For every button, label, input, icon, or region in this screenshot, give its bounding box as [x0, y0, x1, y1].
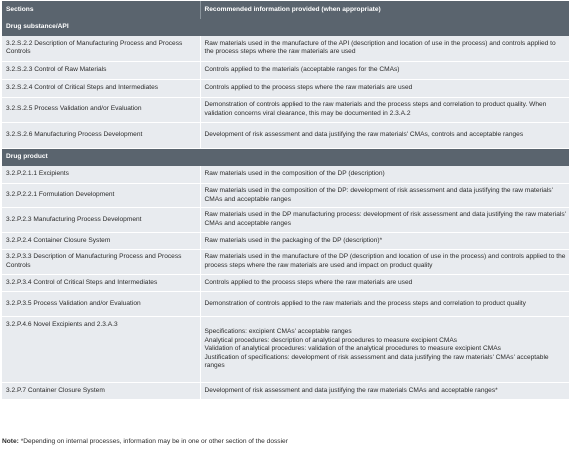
- section-cell: 3.2.P.3.4 Control of Critical Steps and Intermediates: [2, 275, 200, 292]
- info-cell: Development of risk assessment and data justifying the raw materials' CMAs, controls and acceptable ranges: [200, 122, 569, 148]
- table-row: [2, 166, 569, 184]
- table-row: [2, 383, 569, 400]
- section-cell: 3.2.S.2.5 Process Validation and/or Evaluation: [2, 97, 200, 122]
- table-row: [2, 122, 569, 148]
- section-cell: 3.2.P.4.6 Novel Excipients and 2.3.A.3: [2, 317, 200, 383]
- section-cell: 3.2.S.2.2 Description of Manufacturing Process and Process Controls: [2, 36, 200, 61]
- note-text: *Depending on internal processes, information may be in one or other section of the dossier: [20, 438, 288, 445]
- header-sections: Sections: [2, 1, 200, 19]
- table-note: [2, 437, 288, 446]
- info-line: Validation of analytical procedures: validation of the analytical procedures to measure excipient CMAs: [204, 345, 501, 353]
- section-header-drug-product: [2, 148, 569, 166]
- section-cell: 3.2.P.2.4 Container Closure System: [2, 233, 200, 250]
- section-cell: 3.2.P.3.3 Description of Manufacturing Process and Process Controls: [2, 250, 200, 275]
- table-row: [2, 97, 569, 122]
- section-cell: 3.2.P.2.1.1 Excipients: [2, 166, 200, 184]
- info-cell: Raw materials used in the packaging of the DP (description)*: [200, 233, 569, 250]
- info-cell: Raw materials used in the DP manufacturing process: development of risk assessment and data justifying the raw materials' CMAs and acceptable ranges: [200, 208, 569, 233]
- info-cell: Controls applied to the materials (acceptable ranges for the CMAs): [200, 61, 569, 79]
- section-header-drug-substance: [2, 19, 569, 36]
- sections-table: [2, 1, 569, 400]
- table-header-row: [2, 1, 569, 19]
- info-cell: [200, 317, 569, 383]
- info-line: Analytical procedures: description of analytical procedures to measure excipient CMAs: [204, 336, 458, 344]
- info-cell: Raw materials used in the manufacture of the API (description and location of use in the process) and controls applied to the process steps where the raw materials are used: [200, 36, 569, 61]
- table-row: [2, 61, 569, 79]
- section-cell: 3.2.S.2.4 Control of Critical Steps and Intermediates: [2, 79, 200, 97]
- section-cell: 3.2.P.7 Container Closure System: [2, 383, 200, 400]
- section-cell: 3.2.P.2.3 Manufacturing Process Development: [2, 208, 200, 233]
- info-cell: Raw materials used in the composition of the DP: development of risk assessment and data justifying the raw materials' CMAs and acceptable ranges: [200, 184, 569, 208]
- info-cell: Raw materials used in the composition of the DP (description): [200, 166, 569, 184]
- table-row: [2, 79, 569, 97]
- info-cell: Controls applied to the process steps where the raw materials are used: [200, 275, 569, 292]
- table-row: [2, 275, 569, 292]
- info-line: Specifications: excipient CMAs' acceptable ranges: [204, 328, 352, 336]
- info-cell: Controls applied to the process steps where the raw materials are used: [200, 79, 569, 97]
- section-cell: 3.2.P.2.2.1 Formulation Development: [2, 184, 200, 208]
- info-cell: Demonstration of controls applied to the raw materials and the process steps and correlation to product quality. When validation concerns viral clearance, this may be documented in 2.3.A.2: [200, 97, 569, 122]
- note-label: Note:: [2, 438, 19, 445]
- info-cell: Development of risk assessment and data justifying the raw materials CMAs and acceptable ranges*: [200, 383, 569, 400]
- section-cell: 3.2.S.2.6 Manufacturing Process Development: [2, 122, 200, 148]
- section-cell: 3.2.P.3.5 Process Validation and/or Evaluation: [2, 292, 200, 317]
- header-recommended-info: Recommended information provided (when appropriate): [200, 1, 569, 19]
- table-row: [2, 208, 569, 233]
- section-cell: 3.2.S.2.3 Control of Raw Materials: [2, 61, 200, 79]
- table-row: [2, 184, 569, 208]
- table-row: [2, 36, 569, 61]
- info-cell: Raw materials used in the manufacture of the DP (description and location of use in the process) and controls applied to the process steps where the raw materials are used and impact on product quality: [200, 250, 569, 275]
- info-cell: Demonstration of controls applied to the raw materials and the process steps and correlation to product quality: [200, 292, 569, 317]
- table-row: [2, 233, 569, 250]
- table-row: [2, 317, 569, 383]
- table-row: [2, 250, 569, 275]
- table-row: [2, 292, 569, 317]
- sections-table-container: [2, 1, 569, 400]
- section-title: Drug substance/API: [2, 19, 569, 36]
- info-line: Justification of specifications: development of risk assessment and data justifying the raw materials' CMAs' acceptable ranges: [204, 353, 549, 370]
- section-title: Drug product: [2, 148, 569, 166]
